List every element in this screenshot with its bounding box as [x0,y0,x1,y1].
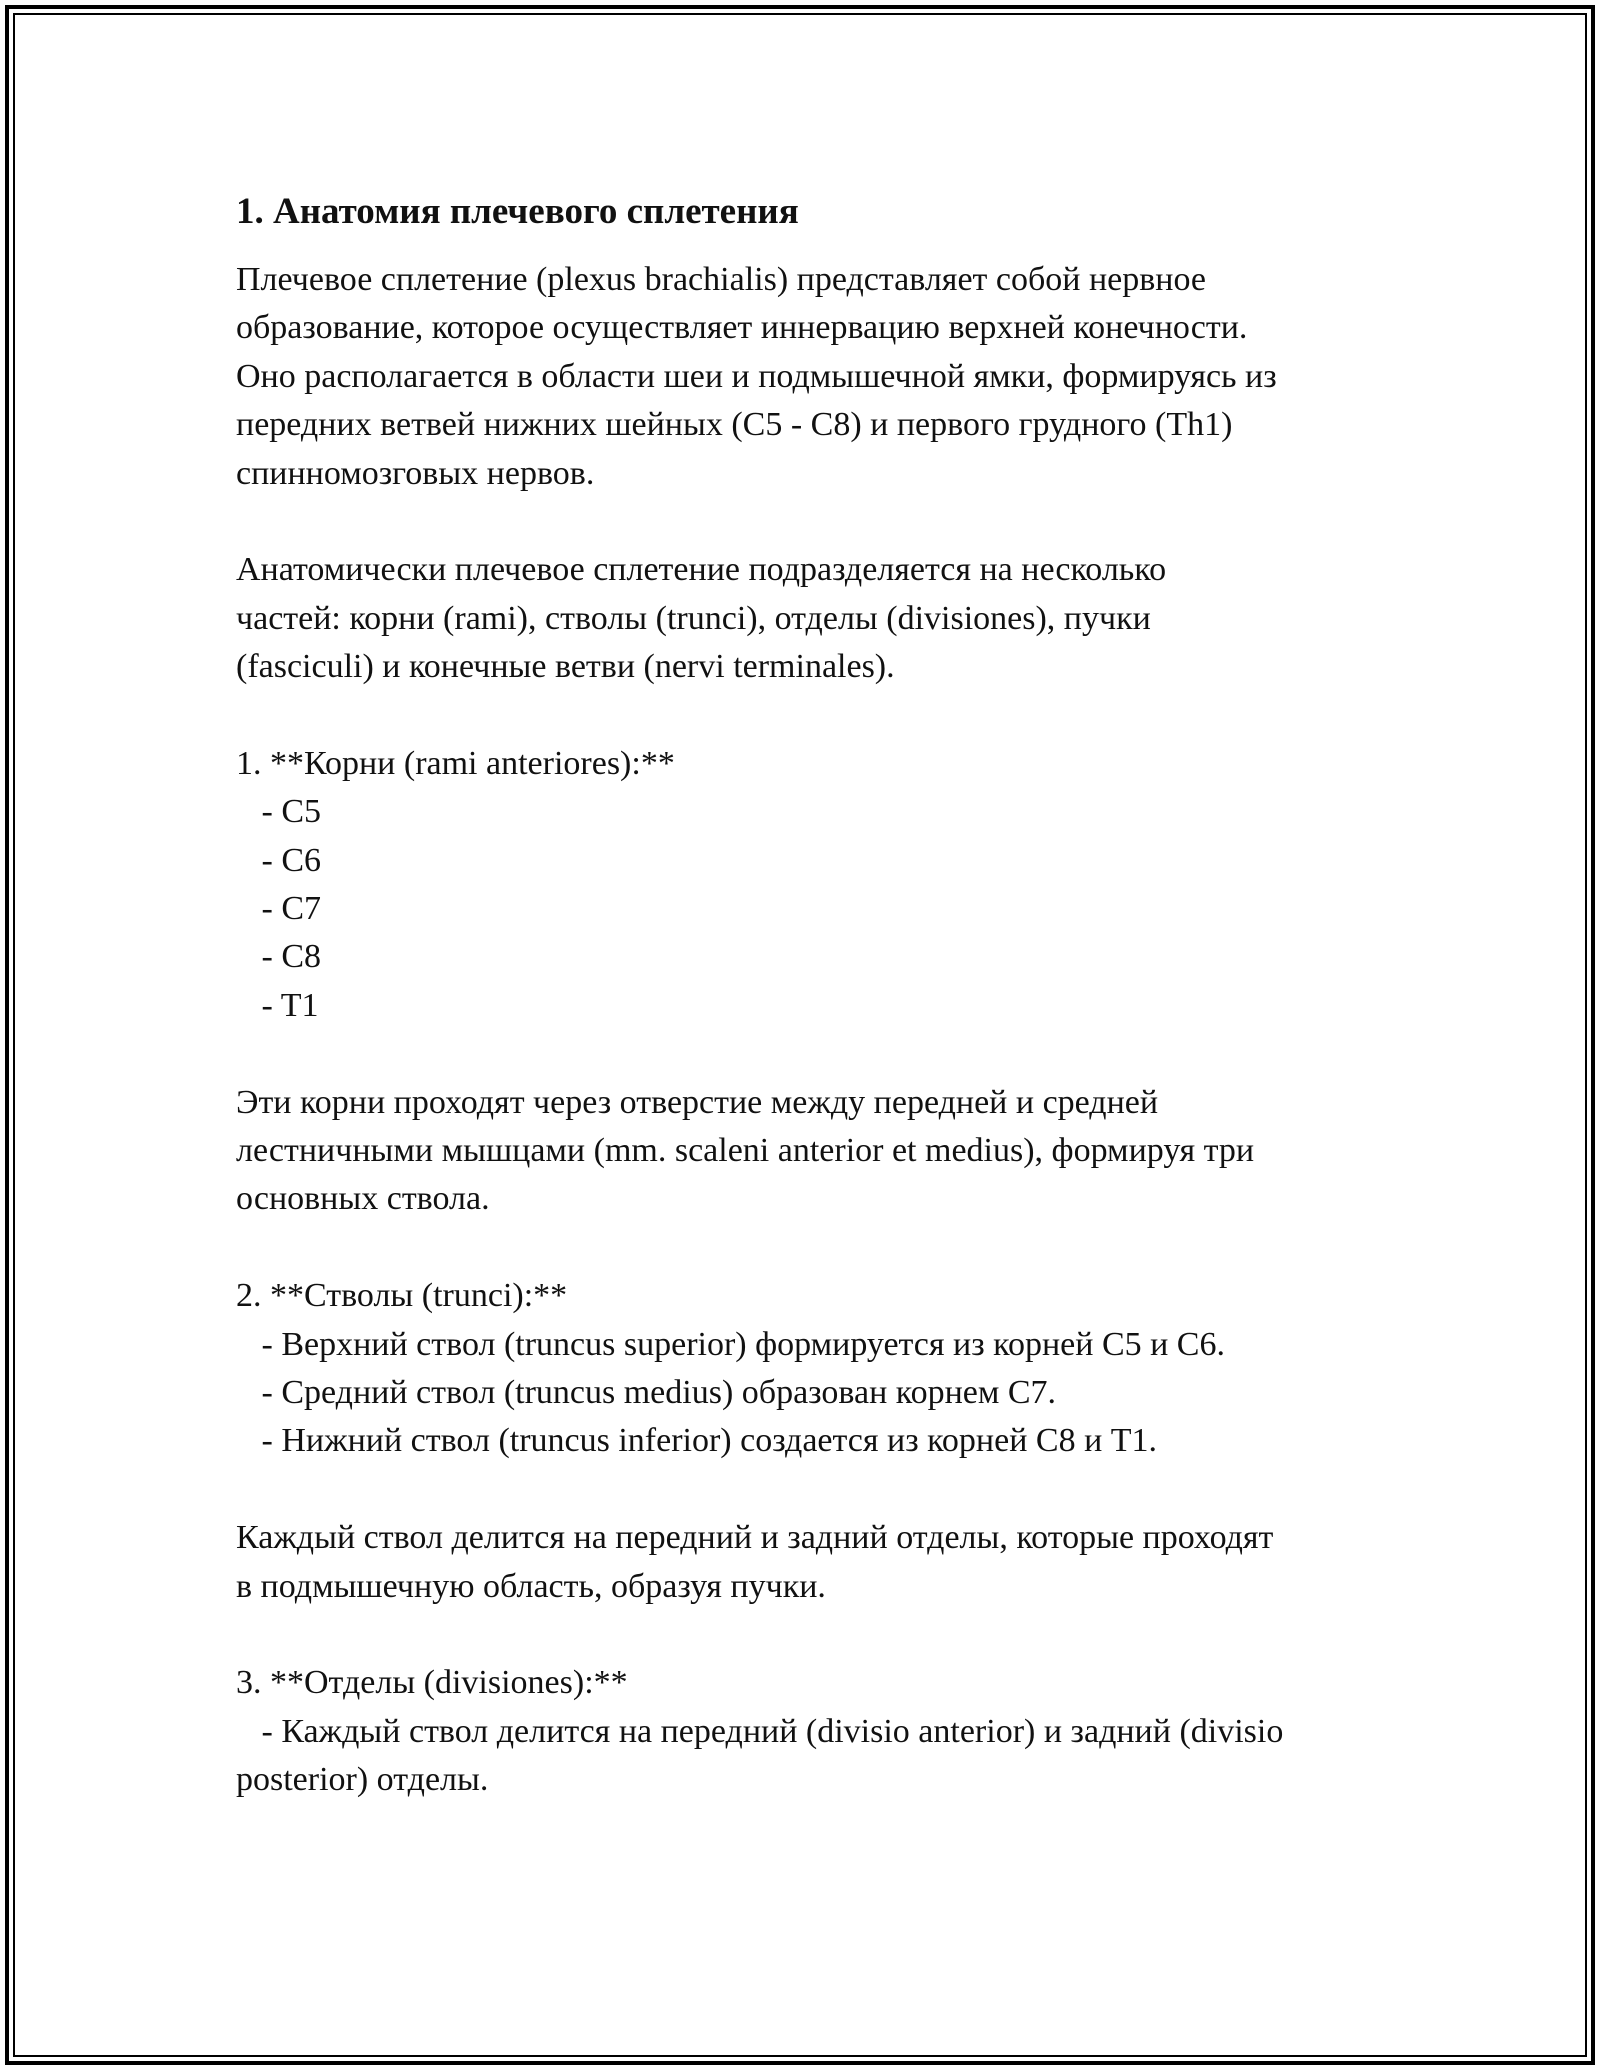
text-line: лестничными мышцами (mm. scaleni anterior et medius), формируя три [236,1132,1255,1170]
text-line: частей: корни (rami), стволы (trunci), отделы (divisiones), пучки [236,599,1151,637]
list-item: - Нижний ствол (truncus inferior) создается из корней C8 и T1. [236,1422,1158,1460]
list-item: - T1 [236,986,319,1024]
list-item: - C7 [236,890,321,928]
list-heading: 1. **Корни (rami anteriores):** [236,744,675,782]
text-line: Каждый ствол делится на передний и задний отделы, которые проходят [236,1519,1274,1557]
blank-line [236,692,1396,740]
list-item: - Каждый ствол делится на передний (divisio anterior) и задний (divisio [236,1712,1284,1750]
text-line: Эти корни проходят через отверстие между передней и средней [236,1083,1159,1121]
text-line: Плечевое сплетение (plexus brachialis) представляет собой нервное [236,261,1207,298]
section-title: 1. Анатомия плечевого сплетения [236,191,799,232]
blank-line [236,1224,1396,1272]
list-item: - C6 [236,841,321,879]
blank-line [236,1466,1396,1514]
list-item: - Средний ствол (truncus medius) образован корнем C7. [236,1373,1057,1411]
list-item: - Верхний ствол (truncus superior) формируется из корней C5 и C6. [236,1325,1225,1363]
blank-line [236,1030,1396,1078]
text-line: posterior) отделы. [236,1761,489,1799]
text-line: в подмышечную область, образуя пучки. [236,1567,826,1605]
list-heading: 2. **Стволы (trunci):** [236,1277,568,1315]
list-heading: 3. **Отделы (divisiones):** [236,1664,628,1702]
text-line: спинномозговых нервов. [236,454,595,492]
text-line: передних ветвей нижних шейных (C5 - C8) и первого грудного (Th1) [236,406,1233,444]
text-line: образование, которое осуществляет иннервацию верхней конечности. [236,309,1248,347]
text-line: Оно располагается в области шеи и подмышечной ямки, формируясь из [236,357,1277,395]
blank-line [236,1611,1396,1659]
text-line: (fasciculi) и конечные ветви (nervi terminales). [236,648,895,686]
blank-line [236,498,1396,546]
list-item: - C8 [236,938,321,976]
document-content [236,186,1396,1805]
text-line: Анатомически плечевое сплетение подразделяется на несколько [236,551,1167,589]
list-item: - C5 [236,793,321,831]
text-line: основных ствола. [236,1180,490,1218]
